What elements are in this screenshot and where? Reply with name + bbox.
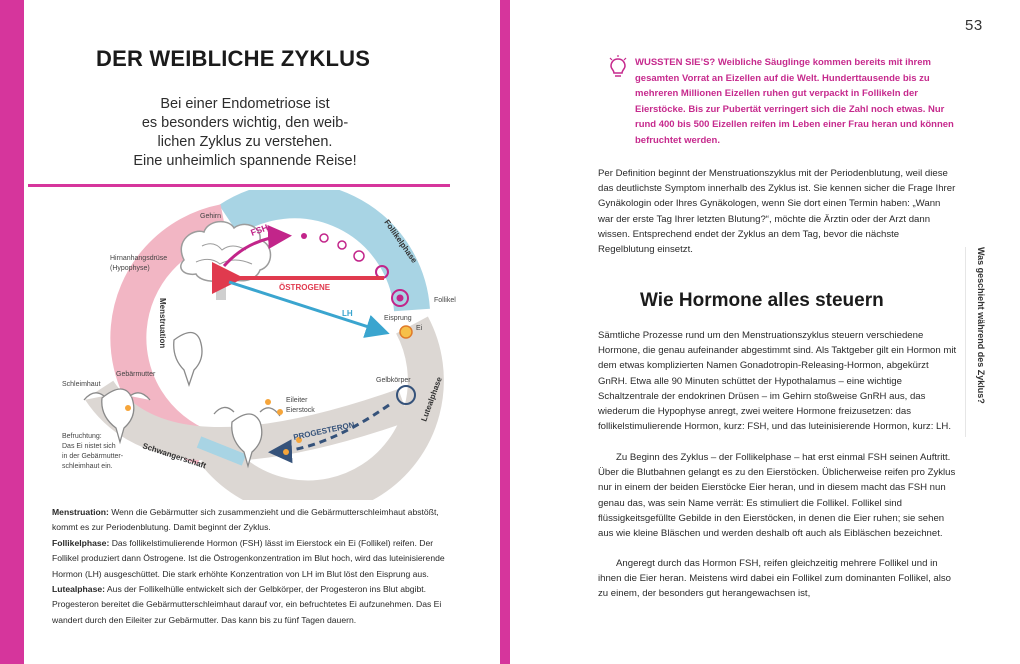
fact-box: WUSSTEN SIE’S? Weibliche Säuglinge kommen bereits mit ihrem gesamten Vorrat an Eizellen auf die Welt. Hunderttausende bis zu mehreren Millionen Eizellen ruhen gut verpackt in Follikeln der Eierstöcke. Bis zur Pubertät verringert sich die Zahl noch etwas. Nur rund 400 bis 500 Eizellen reifen im Leben einer Frau heran und können befruchtet werden. — [635, 57, 954, 146]
label-befruchtung-4: schleimhaut ein. — [62, 463, 113, 470]
caption-luteal-label: Lutealphase: — [52, 584, 106, 595]
label-eisprung: Eisprung — [384, 315, 412, 322]
caption-menstruation-label: Menstruation: — [52, 507, 109, 517]
chapter-side-tab — [965, 247, 989, 437]
label-menstruation: Menstruation — [158, 298, 167, 349]
divider-rule — [28, 184, 450, 187]
paragraph: Angeregt durch das Hormon FSH, reifen gleichzeitig mehrere Follikel und in ihnen die Eier heran. Meistens wird dabei ein Follikel zum dominanten Follikel, also zu einem, der besonders gut herangewachsen ist, — [598, 558, 952, 600]
label-eierstock: Eierstock — [286, 407, 315, 414]
label-schleimhaut: Schleimhaut — [62, 381, 101, 388]
section-title: Wie Hormone alles steuern — [640, 290, 884, 311]
label-hypophyse: Hirnanhangsdrüse — [110, 255, 168, 262]
page-title: DER WEIBLICHE ZYKLUS — [96, 46, 371, 71]
intro-text: Bei einer Endometriose ist es besonders wichtig, den weib- lichen Zyklus zu verstehen. Eine unheimlich spannende Reise! — [133, 96, 357, 169]
side-tab-label: Was geschieht während des Zyklus? — [976, 247, 986, 404]
label-hypophyse-sub: (Hypophyse) — [110, 265, 150, 272]
caption-luteal-text: Aus der Follikelhülle entwickelt sich der Gelbkörper, der Progesteron ins Blut abgibt. Progesteron bereitet die Gebärmutterschleimhaut darauf vor, ein befruchtetes Ei aufzunehmen. Das Ei wandert durch den Eileiter zur Gebärmutter. Das kann bis zu fünf Tagen dauern. — [52, 584, 442, 625]
label-fsh: FSH — [249, 222, 270, 238]
label-progesteron: PROGESTERON — [292, 420, 356, 442]
label-befruchtung-2: Das Ei nistet sich — [62, 443, 116, 450]
label-gehirn: Gehirn — [200, 213, 222, 220]
right-page — [510, 0, 1020, 664]
label-befruchtung-3: in der Gebärmutter- — [62, 453, 124, 460]
label-ei: Ei — [416, 325, 423, 332]
cycle-diagram — [24, 190, 500, 500]
diagram-caption — [52, 505, 452, 628]
label-gebaermutter: Gebärmutter — [116, 371, 156, 378]
caption-follikel-label: Follikelphase: — [52, 537, 110, 548]
caption-follikel-text: Das follikelstimulierende Hormon (FSH) lässt im Eierstock ein Ei (Follikel) reifen. Der Follikel produziert dann Östrogene. Ist die Östrogenkonzentration im Blut hoch, wird das luteinisierende Hormon (LH) ausgeschüttet. Die stark erhöhte Konzentration von LH im Blut löst den Eisprung aus. — [52, 537, 445, 579]
label-follikelphase: Follikelphase — [382, 217, 419, 265]
paragraph: Per Definition beginnt der Menstruationszyklus mit der Periodenblutung, weil diese das deutlichste Symptom innerhalb des Zyklus ist. Sie kennen sicher die Frage Ihrer Gynäkologin oder Ihres Gynäkologen, wenn Sie dort einen Termin haben: „Wann war der erste Tag Ihrer letzten Blutung?“, möchte die Ärztin oder der Arzt dann wissen. Entsprechend endet der Zyklus an dem Tag, bevor die nächste Regelblutung einsetzt. — [598, 168, 956, 256]
paragraph: Sämtliche Prozesse rund um den Menstruationszyklus steuern verschiedene Hormone, die genau aufeinander abgestimmt sind. Als Taktgeber gilt ein Hormon mit dem etwas komplizierten Namen Gonadotropin-Releasing-Hormon, abgekürzt GnRH. Etwa alle 90 Minuten schüttet der Hypothalamus – eine wichtige Schaltzentrale der endokrinen Drüsen – im Gehirn stoßweise GnRH aus, das wiederum die Hypophyse anregt, zwei weitere Hormone freizusetzen: das follikelstimulierende Hormon, kurz: FSH, und das luteinisierende Hormon, kurz: LH. — [598, 330, 957, 433]
paragraph: Zu Beginn des Zyklus – der Follikelphase – hat erst einmal FSH seinen Auftritt. Über die Blutbahnen gelangt es zu den Eierstöcken. Üblicherweise reifen pro Zyklus nur in einem der beiden Eierstöcke Eier heran, und in diesem macht das FSH nun genau das, was sein Name verrät: Es stimuliert die Follikel. Follikel sind flüssigkeitsgefüllte Gebilde in den Eierstöcken, in denen die Eier ruhen; sie sehen aus wie kleine Bläschen und werden deshalb oft auch als Eibläschen bezeichnet. — [598, 452, 956, 540]
label-eileiter: Eileiter — [286, 397, 308, 404]
label-gelbkoerper: Gelbkörper — [376, 377, 411, 384]
caption-menstruation-text: Wenn die Gebärmutter sich zusammenzieht und die Gebärmutterschleimhaut abstößt, kommt es zur Periodenblutung. Damit beginnt der Zyklus. — [52, 507, 439, 533]
lightbulb-icon — [608, 55, 628, 79]
page-number: 53 — [965, 17, 983, 34]
label-befruchtung: Befruchtung: — [62, 433, 102, 440]
label-oestrogene: ÖSTROGENE — [279, 283, 331, 292]
label-lutealphase: Lutealphase — [419, 375, 444, 423]
label-schwangerschaft: Schwangerschaft — [141, 441, 208, 471]
label-lh: LH — [342, 309, 353, 318]
label-follikel: Follikel — [434, 297, 456, 304]
